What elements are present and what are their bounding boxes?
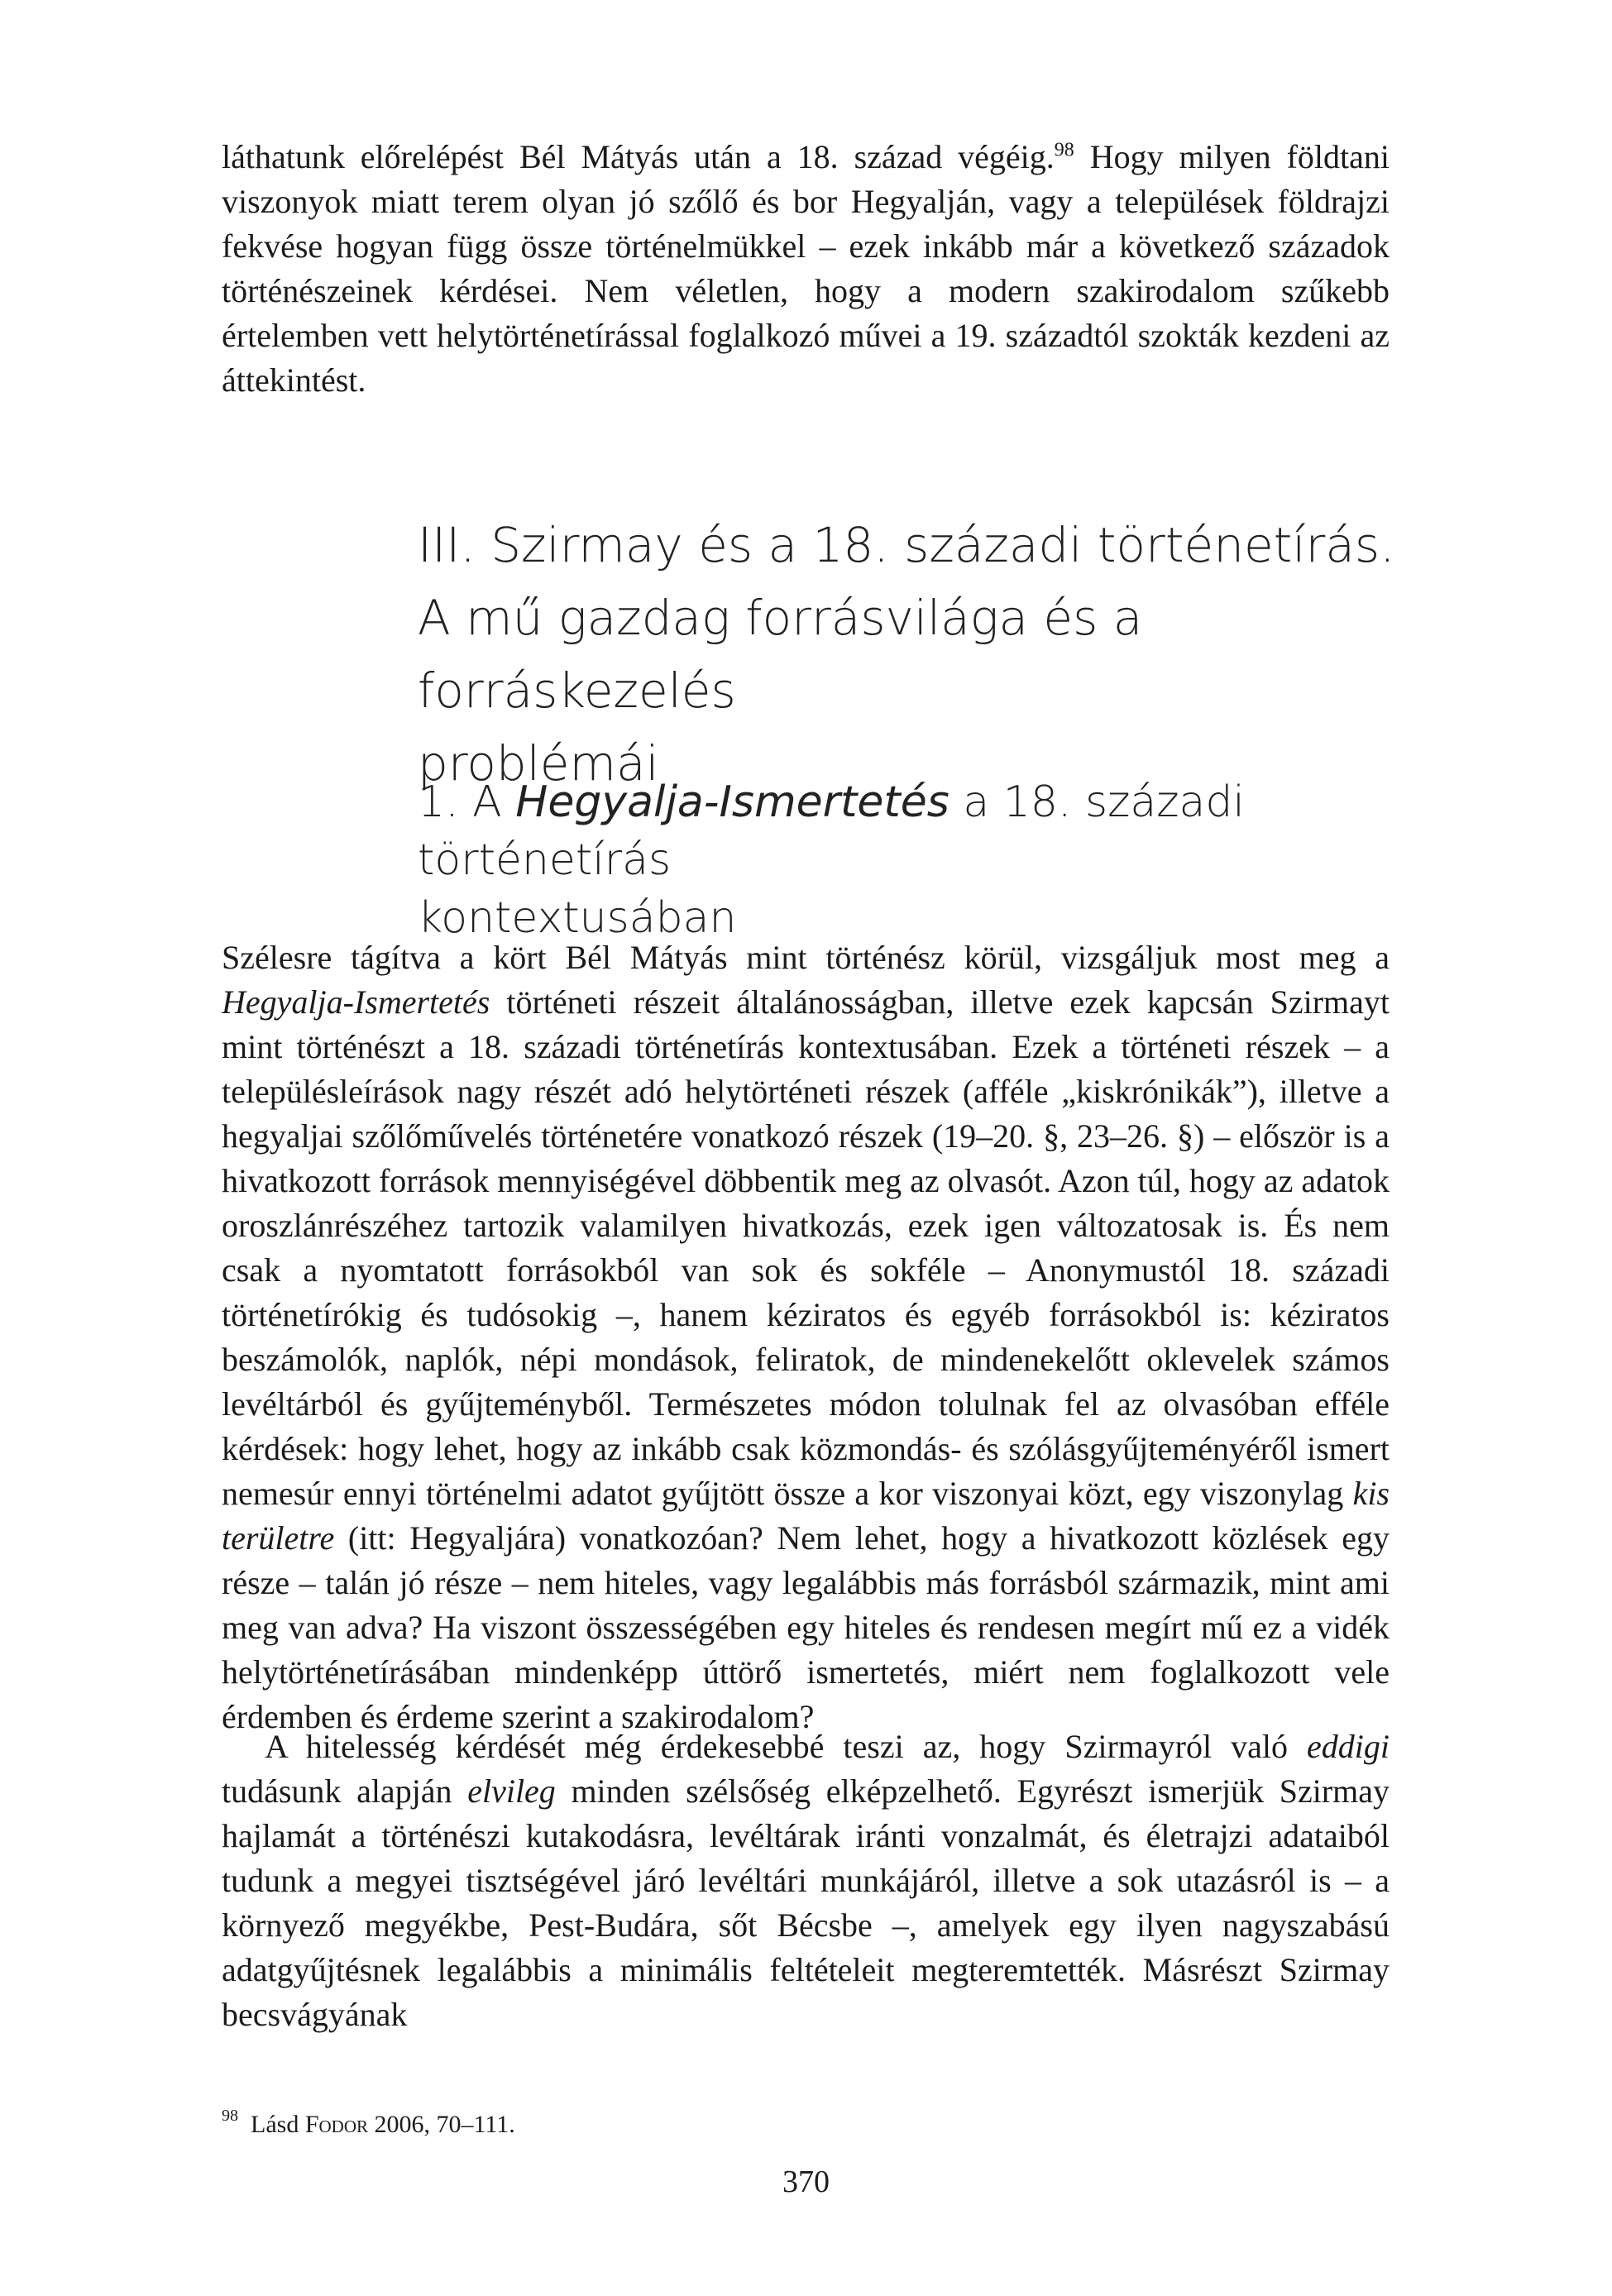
paragraph2-segment-2: tudásunk alapján: [222, 1772, 468, 1810]
section-heading-suffix: a 18. századi történetírás: [418, 777, 1245, 885]
intro-text-before-ref: láthatunk előrelépést Bél Mátyás után a 18. század végéig.: [222, 138, 1055, 175]
paragraph1-segment-3: (itt: Hegyaljára) vonatkozóan? Nem lehet, hogy a hivatkozott közlések egy része – talán jó része – nem hiteles, vagy legalábbis más forrásból származik, mint ami meg van adva? Ha viszont összességében egy hiteles és rendesen megírt mű ez a vidék helytörténetírásában mindenképp úttörő ismertetés, miért nem foglalkozott vele érdemben és érdeme szerint a szakirodalom?: [222, 1519, 1390, 1735]
footnote-number: 98: [222, 2107, 238, 2125]
section-heading-prefix: 1. A: [418, 777, 516, 827]
paragraph1-segment-2: történeti részeit általánosságban, illetve ezek kapcsán Szirmayt mint történészt a 18. századi történetírás kontextusában. Ezek a történeti részek – a településleírások nagy részét adó helytörténeti részek (afféle „kiskrónikák”), illetve a hegyaljai szőlőművelés történetére vonatkozó részek (19–20. §, 23–26. §) – először is a hivatkozott források mennyiségével döbbentik meg az olvasót. Azon túl, hogy az adatok oroszlánrészéhez tartozik valamilyen hivatkozás, ezek igen változatosak is. És nem csak a nyomtatott forrásokból van sok és sokféle – Anonymustól 18. századi történetírókig és tudósokig –, hanem kéziratos és egyéb forrásokból is: kéziratos beszámolók, naplók, népi mondások, feliratok, de mindenekelőtt oklevelek számos levéltárból és gyűjteményből. Természetes módon tolulnak fel az olvasóban efféle kérdések: hogy lehet, hogy az inkább csak közmondás- és szólásgyűjteményéről ismert nemesúr ennyi történelmi adatot gyűjtött össze a kor viszonyai közt, egy viszonylag: [222, 983, 1390, 1512]
paragraph1-italic-1: Hegyalja-Ismertetés: [222, 983, 490, 1021]
footnote-author: Fodor: [304, 2111, 369, 2138]
footnote-text-before: Lásd: [251, 2111, 305, 2138]
paragraph1-italic-2: kis területre: [222, 1475, 1390, 1557]
body-paragraph-2: [222, 1724, 1390, 2037]
intro-text-after-ref: Hogy milyen földtani viszonyok miatt terem olyan jó szőlő és bor Hegyalján, vagy a települések földrajzi fekvése hogyan függ össze történelmükkel – ezek inkább már a következő századok történészeinek kérdései. Nem véletlen, hogy a modern szakirodalom szűkebb értelemben vett helytörténetírással foglalkozó művei a 19. századtól szokták kezdeni az áttekintést.: [222, 138, 1390, 399]
intro-paragraph: [222, 135, 1390, 403]
section-heading-italic: Hegyalja-Ismertetés: [515, 777, 950, 827]
section-heading: [418, 773, 1410, 947]
chapter-heading-line-3: problémái: [418, 735, 659, 792]
footnote-reference[interactable]: 98: [1054, 139, 1074, 161]
section-heading-line-2: kontextusában: [418, 893, 737, 943]
paragraph2-italic-2: elvileg: [467, 1772, 556, 1810]
paragraph2-segment-3: minden szélsőség elképzelhető. Egyrészt ismerjük Szirmay hajlamát a történészi kutakodásra, levéltárak iránti vonzalmát, és életrajzi adataiból tudunk a megyei tisztségével járó levéltári munkájáról, illetve a sok utazásról is – a környező megyékbe, Pest-Budára, sőt Bécsbe –, amelyek egy ilyen nagyszabású adatgyűjtésnek legalábbis a minimális feltételeit megteremtették. Másrészt Szirmay becsvágyának: [222, 1772, 1390, 2033]
paragraph2-segment-1: A hitelesség kérdését még érdekesebbé teszi az, hogy Szirmayról való: [265, 1728, 1308, 1765]
footnote-text-after: 2006, 70–111.: [368, 2111, 515, 2138]
paragraph2-italic-1: eddigi: [1307, 1728, 1390, 1765]
chapter-heading-line-1: III. Szirmay és a 18. századi történetírás.: [418, 517, 1395, 573]
page-number: 370: [782, 2164, 830, 2199]
chapter-heading-line-2: A mű gazdag forrásvilága és a forráskezelés: [418, 590, 1143, 719]
paragraph1-segment-1: Szélesre tágítva a kört Bél Mátyás mint történész körül, vizsgáljuk most meg a: [222, 939, 1390, 976]
body-paragraph-1: [222, 935, 1390, 1739]
chapter-heading: [418, 509, 1410, 800]
footnote: [222, 2099, 515, 2141]
